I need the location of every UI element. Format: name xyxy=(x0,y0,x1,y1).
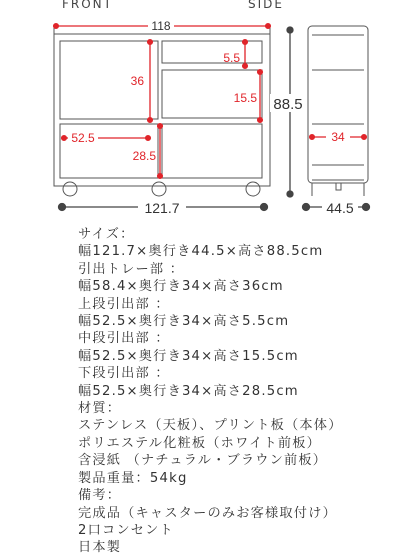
middle-drawer-height-label: 15.5 xyxy=(233,91,257,105)
right-bottom-drawer-panel xyxy=(162,124,262,178)
spec-line: 下段引出部 ： xyxy=(78,366,170,382)
furniture-dimension-diagram xyxy=(0,0,420,222)
drawer-width-label: 52.5 xyxy=(71,131,95,145)
top-drawer-height-label: 5.5 xyxy=(223,51,240,65)
side-depth-label: 34 xyxy=(331,130,345,144)
spec-line: ステンレス（天板）、プリント板（本体） xyxy=(78,418,343,434)
side-view-label: SIDE xyxy=(248,0,284,11)
spec-line: 日本製 xyxy=(78,540,122,556)
spec-line: 2口コンセント xyxy=(78,522,174,538)
spec-line: 中段引出部 ： xyxy=(78,331,170,347)
spec-line: 上段引出部 ： xyxy=(78,296,170,312)
spec-line: 材質： xyxy=(78,401,122,417)
tray-height-label: 36 xyxy=(130,74,144,88)
side-caster xyxy=(336,183,341,190)
caster-left xyxy=(63,182,77,196)
top-width-label: 118 xyxy=(151,19,171,33)
bottom-drawer-height-label: 28.5 xyxy=(132,149,156,163)
spec-line: 幅52.5×奥行き34×高さ15.5cm xyxy=(78,348,299,364)
side-view-cabinet xyxy=(308,26,368,196)
spec-line: 製品重量：54kg xyxy=(78,470,188,486)
overall-depth-label: 44.5 xyxy=(326,200,354,216)
spec-line: 完成品（キャスターのみお客様取付け） xyxy=(78,505,337,521)
side-outline xyxy=(308,26,368,183)
spec-line: ポリエステル化粧板（ホワイト前板） xyxy=(78,435,322,451)
front-view-label: FRONT xyxy=(62,0,113,11)
spec-line: 引出トレー部 ： xyxy=(78,261,185,277)
caster-center xyxy=(152,182,166,196)
spec-line: サイズ： xyxy=(78,227,135,242)
spec-line: 幅58.4×奥行き34×高さ36cm xyxy=(78,279,284,295)
spec-line: 幅52.5×奥行き34×高さ5.5cm xyxy=(78,314,290,330)
product-spec-list xyxy=(78,226,413,557)
spec-line: 含浸紙 （ナチュラル・ブラウン前板） xyxy=(78,453,328,469)
caster-right xyxy=(246,182,260,196)
overall-height-label: 88.5 xyxy=(273,96,303,113)
spec-line: 幅52.5×奥行き34×高さ28.5cm xyxy=(78,383,299,399)
overall-width-label: 121.7 xyxy=(144,200,180,216)
spec-line: 備考： xyxy=(78,488,122,504)
spec-line: 幅121.7×奥行き44.5×高さ88.5cm xyxy=(78,244,324,260)
